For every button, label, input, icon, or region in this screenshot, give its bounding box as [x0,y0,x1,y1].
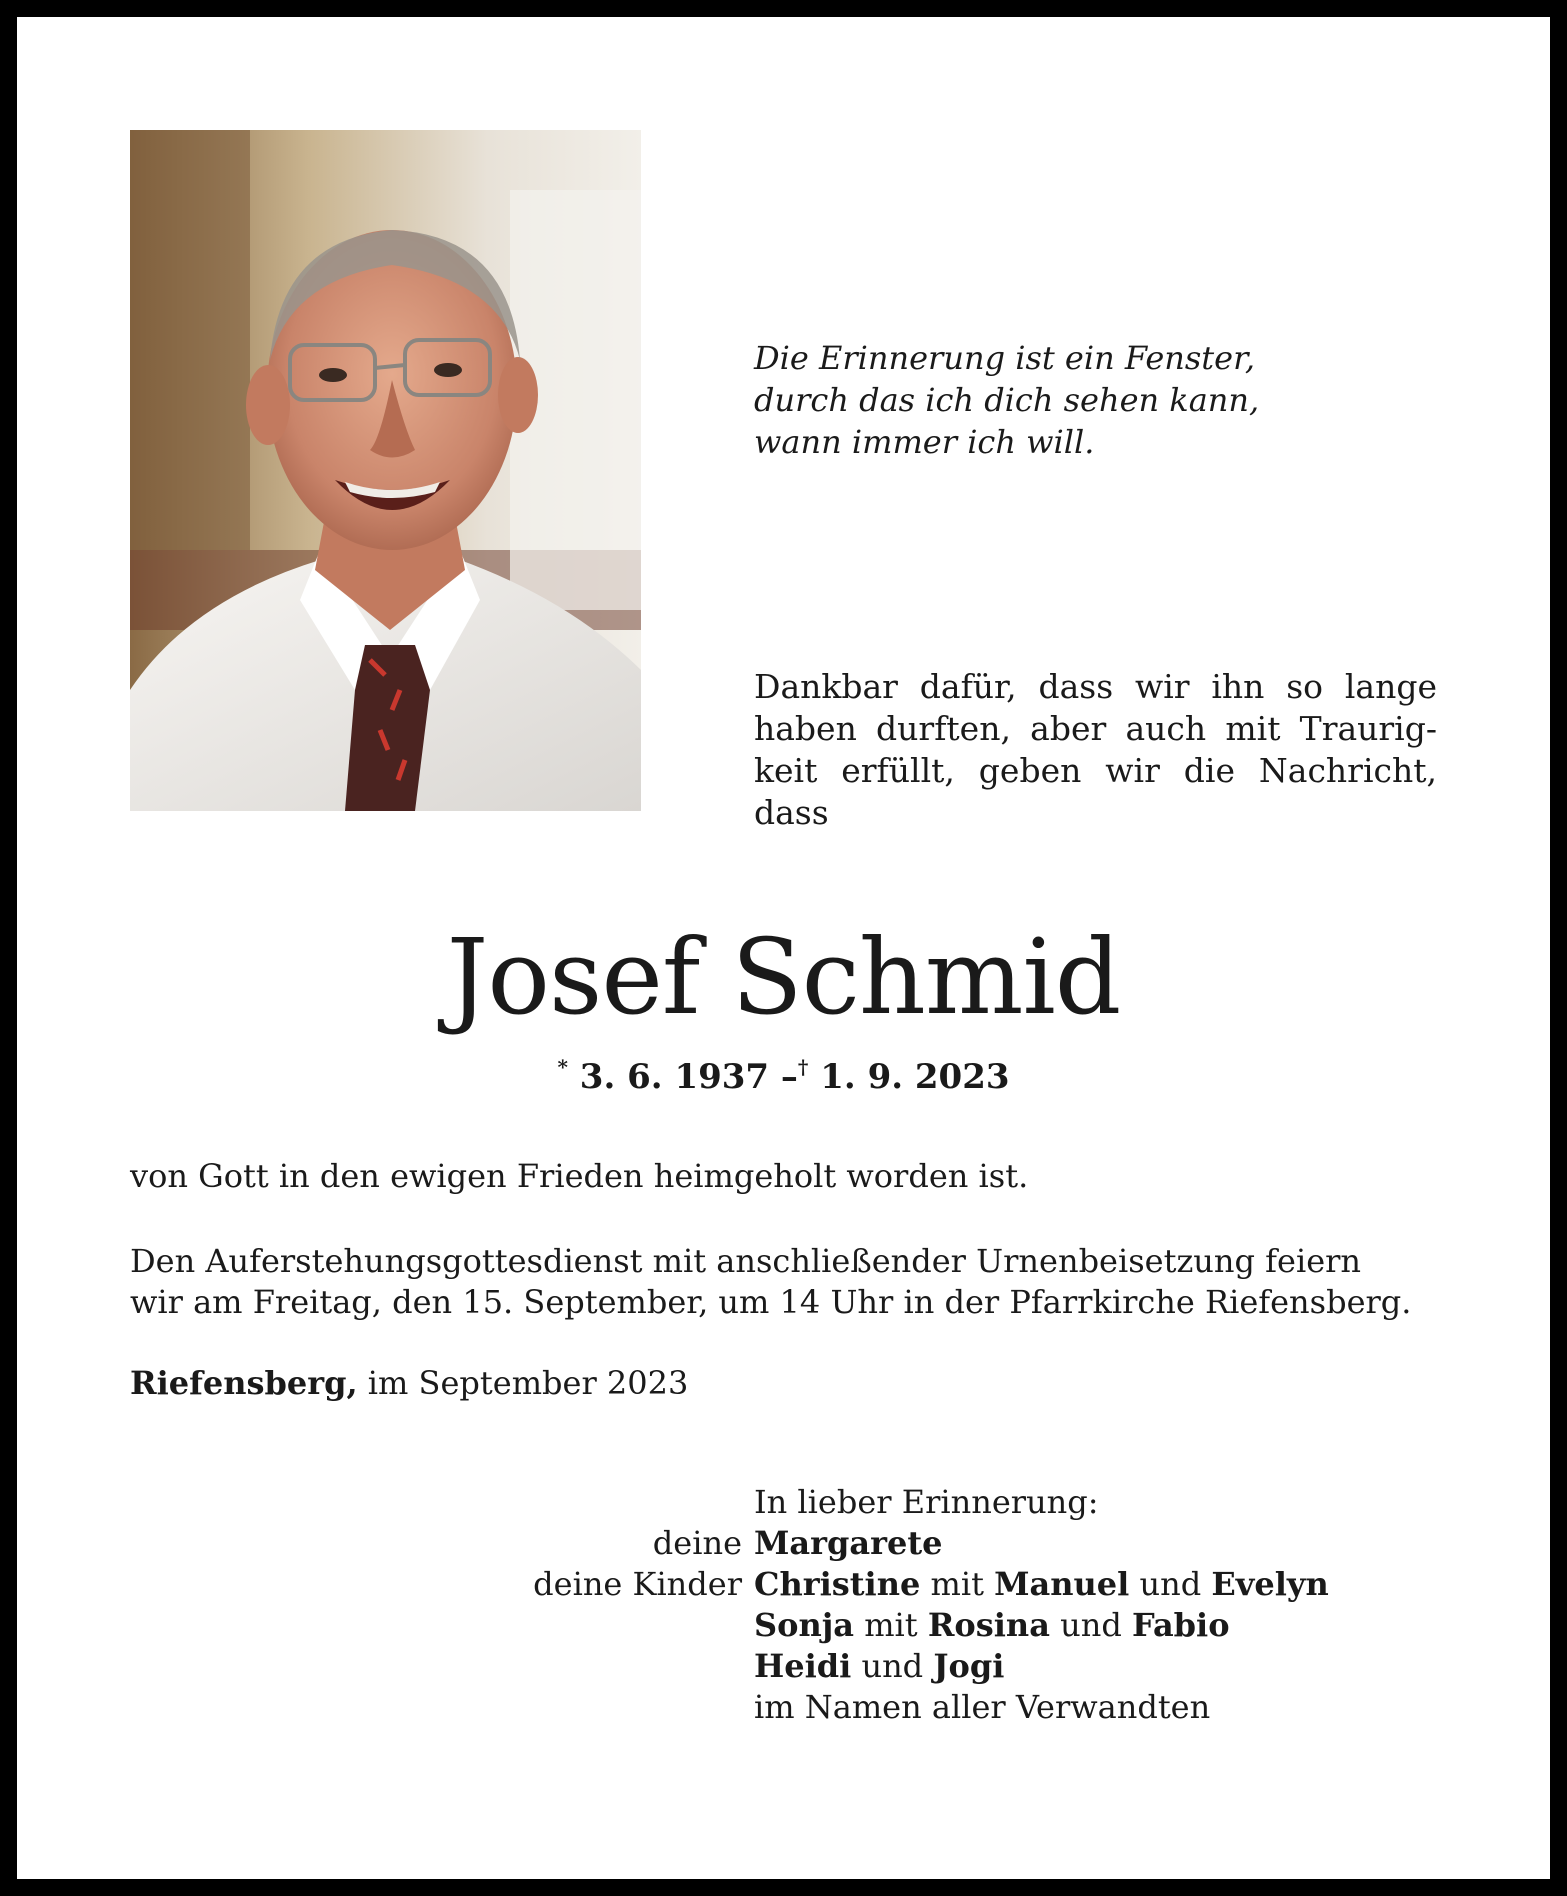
quote-line: Die Erinnerung ist ein Fenster, [754,339,1256,377]
deceased-name: Josef Schmid [446,916,1121,1038]
place-name: Riefensberg, [130,1364,358,1402]
mourner-names [754,1646,1004,1687]
intro-paragraph [754,666,1437,834]
mourner-names [754,1564,1329,1605]
service-line: Den Auferstehungsgottesdienst mit anschließender Urnenbeisetzung feiern [130,1242,1362,1280]
date-separator: – [780,1057,798,1097]
mourner-names [754,1605,1230,1646]
intro-line: dass [754,793,829,832]
mourner-row-family3 [17,1646,1550,1687]
place-date-text: im September 2023 [367,1364,689,1402]
death-symbol: † [797,1055,809,1079]
conjunction: und [861,1647,924,1685]
conjunction: und [1060,1606,1122,1644]
partner-name: Rosina [927,1606,1050,1644]
mourners-heading: In lieber Erinnerung: [754,1483,1099,1521]
child-name: Christine [754,1565,921,1603]
child-name: Sonja [754,1606,855,1644]
intro-line: haben durften, aber auch mit Traurig- [754,709,1437,748]
place-date [130,1363,1450,1404]
body-paragraph-2 [130,1241,1450,1323]
relation-label: deine [652,1524,742,1562]
quote-line: durch das ich dich sehen kann, [754,381,1260,419]
death-date: 1. 9. 2023 [820,1057,1010,1097]
memorial-quote [754,337,1474,463]
closing-text: im Namen aller Verwandten [754,1688,1211,1726]
mourner-row-family2 [17,1605,1550,1646]
relation-label: deine Kinder [533,1565,742,1603]
child-name: Heidi [754,1647,852,1685]
conjunction: mit [864,1606,918,1644]
partner-name: Manuel [994,1565,1130,1603]
partner-name: Jogi [933,1647,1005,1685]
grandchild-name: Fabio [1131,1606,1230,1644]
mourner-row-children [17,1564,1550,1605]
mourner-names [754,1523,942,1564]
intro-line: Dankbar dafür, dass wir ihn so lange [754,667,1437,706]
conjunction: und [1139,1565,1202,1603]
intro-line: keit erfüllt, geben wir die Nachricht, [754,751,1437,790]
mourner-row-wife [17,1523,1550,1564]
grandchild-name: Evelyn [1211,1565,1329,1603]
conjunction: mit [930,1565,984,1603]
service-line: wir am Freitag, den 15. September, um 14 Uhr in der Pfarrkirche Riefensberg. [130,1283,1412,1321]
life-dates [17,1045,1550,1099]
obituary-page [17,17,1550,1879]
portrait-illustration [130,130,641,811]
body-paragraph-1: von Gott in den ewigen Frieden heimgeholt worden ist. [130,1157,1029,1195]
birth-symbol: * [557,1055,568,1079]
portrait-photo [130,130,641,811]
quote-line: wann immer ich will. [754,423,1095,461]
wife-name: Margarete [754,1524,943,1562]
birth-date: 3. 6. 1937 [579,1057,770,1097]
mourner-row-closing [17,1687,1550,1728]
